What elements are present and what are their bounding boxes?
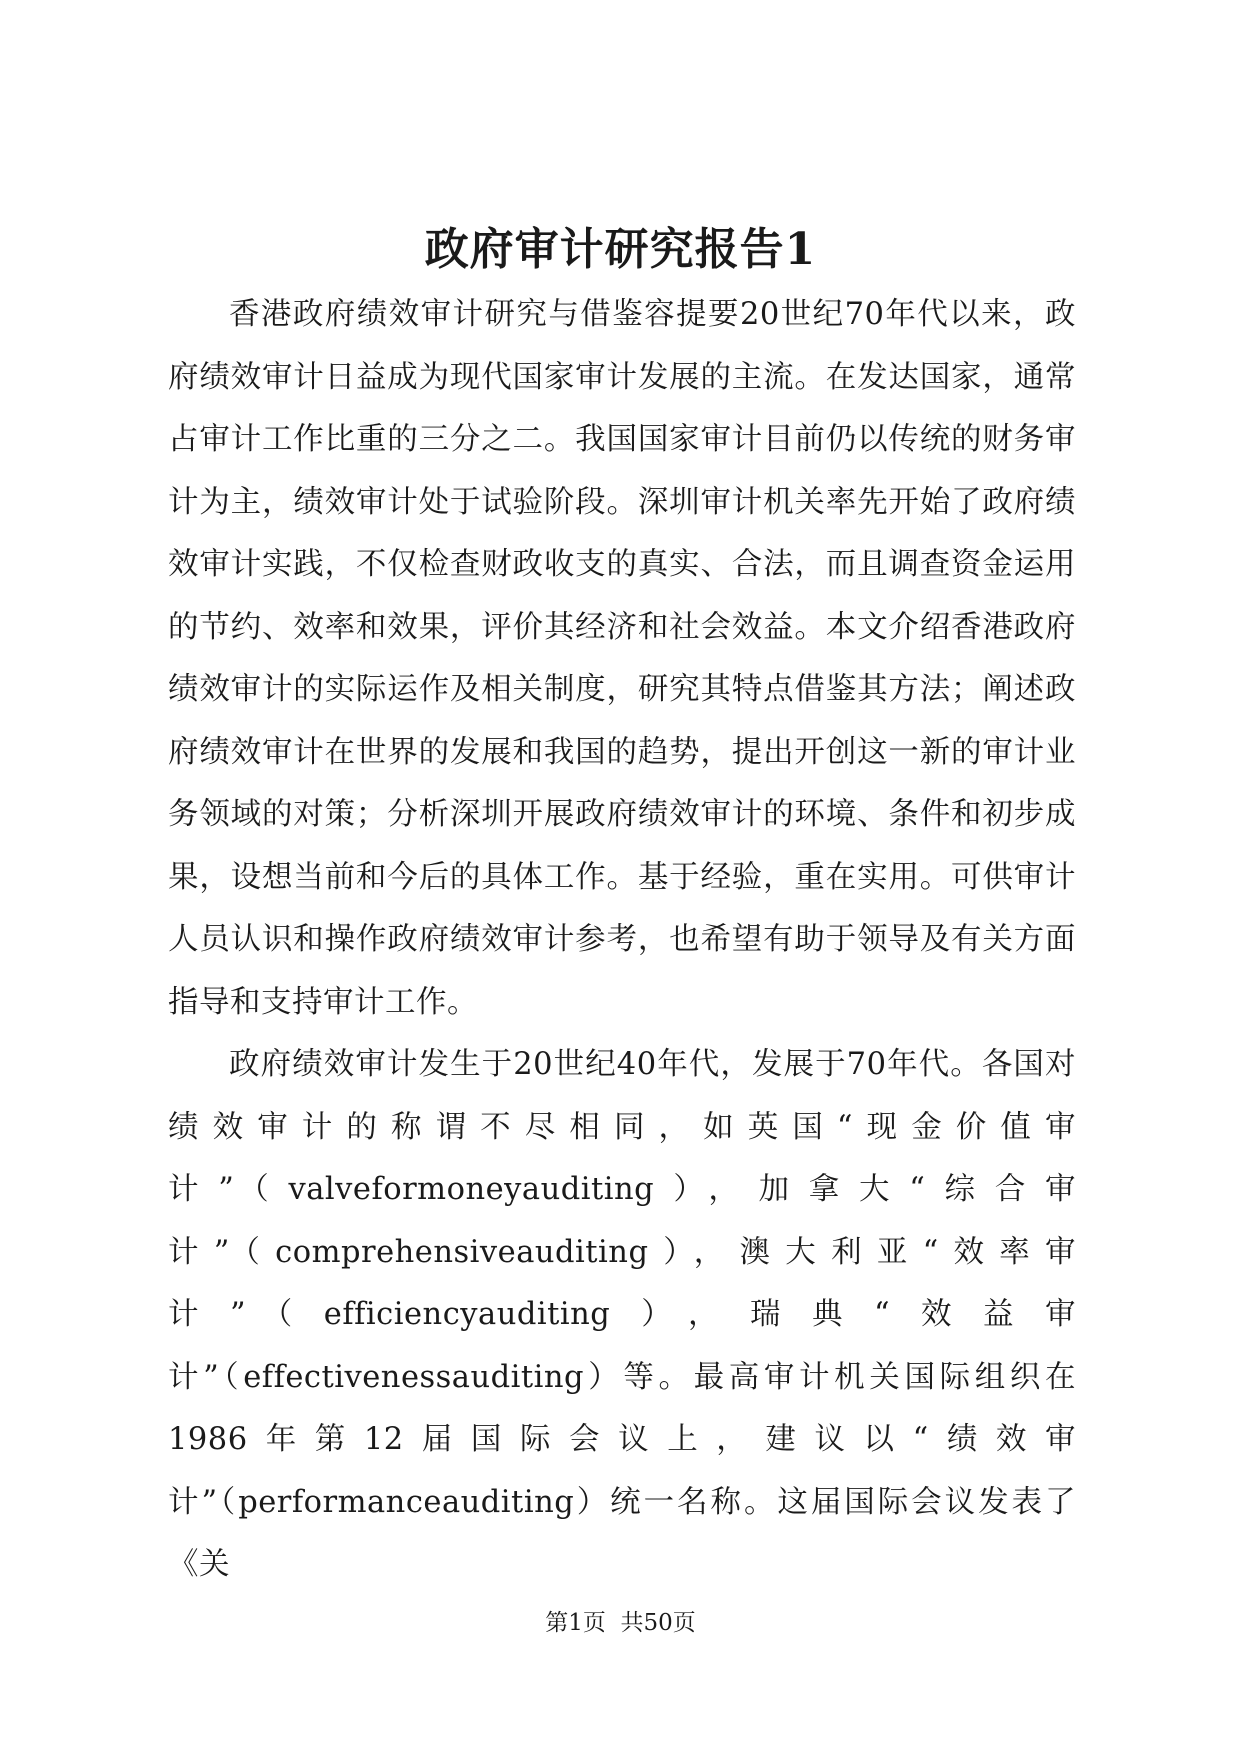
page-footer bbox=[0, 1608, 1241, 1638]
document-title: 政府审计研究报告1 bbox=[424, 224, 817, 275]
page-number-label: 第1页 共50页 bbox=[545, 1610, 696, 1636]
paragraph-2: 政府绩效审计发生于20世纪40年代，发展于70年代。各国对绩效审计的称谓不尽相同，如英国“现金价值审计”（valveformoneyauditing），加拿大“综合审计”（comprehensiveauditing），澳大利亚“效率审计”（efficiencyauditing），瑞典“效益审计”（effectivenessauditing）等。最高审计机关国际组织在1986年第12届国际会议上，建议以“绩效审计”（performanceauditing）统一名称。这届国际会议发表了《关 bbox=[168, 1047, 1076, 1582]
document-body bbox=[168, 284, 1076, 1597]
paragraph-1: 香港政府绩效审计研究与借鉴容提要20世纪70年代以来，政府绩效审计日益成为现代国家审计发展的主流。在发达国家，通常占审计工作比重的三分之二。我国国家审计目前仍以传统的财务审计为主，绩效审计处于试验阶段。深圳审计机关率先开始了政府绩效审计实践，不仅检查财政收支的真实、合法，而且调查资金运用的节约、效率和效果，评价其经济和社会效益。本文介绍香港政府绩效审计的实际运作及相关制度，研究其特点借鉴其方法；阐述政府绩效审计在世界的发展和我国的趋势，提出开创这一新的审计业务领域的对策；分析深圳开展政府绩效审计的环境、条件和初步成果，设想当前和今后的具体工作。基于经验，重在实用。可供审计人员认识和操作政府绩效审计参考，也希望有助于领导及有关方面指导和支持审计工作。 bbox=[168, 297, 1076, 1020]
